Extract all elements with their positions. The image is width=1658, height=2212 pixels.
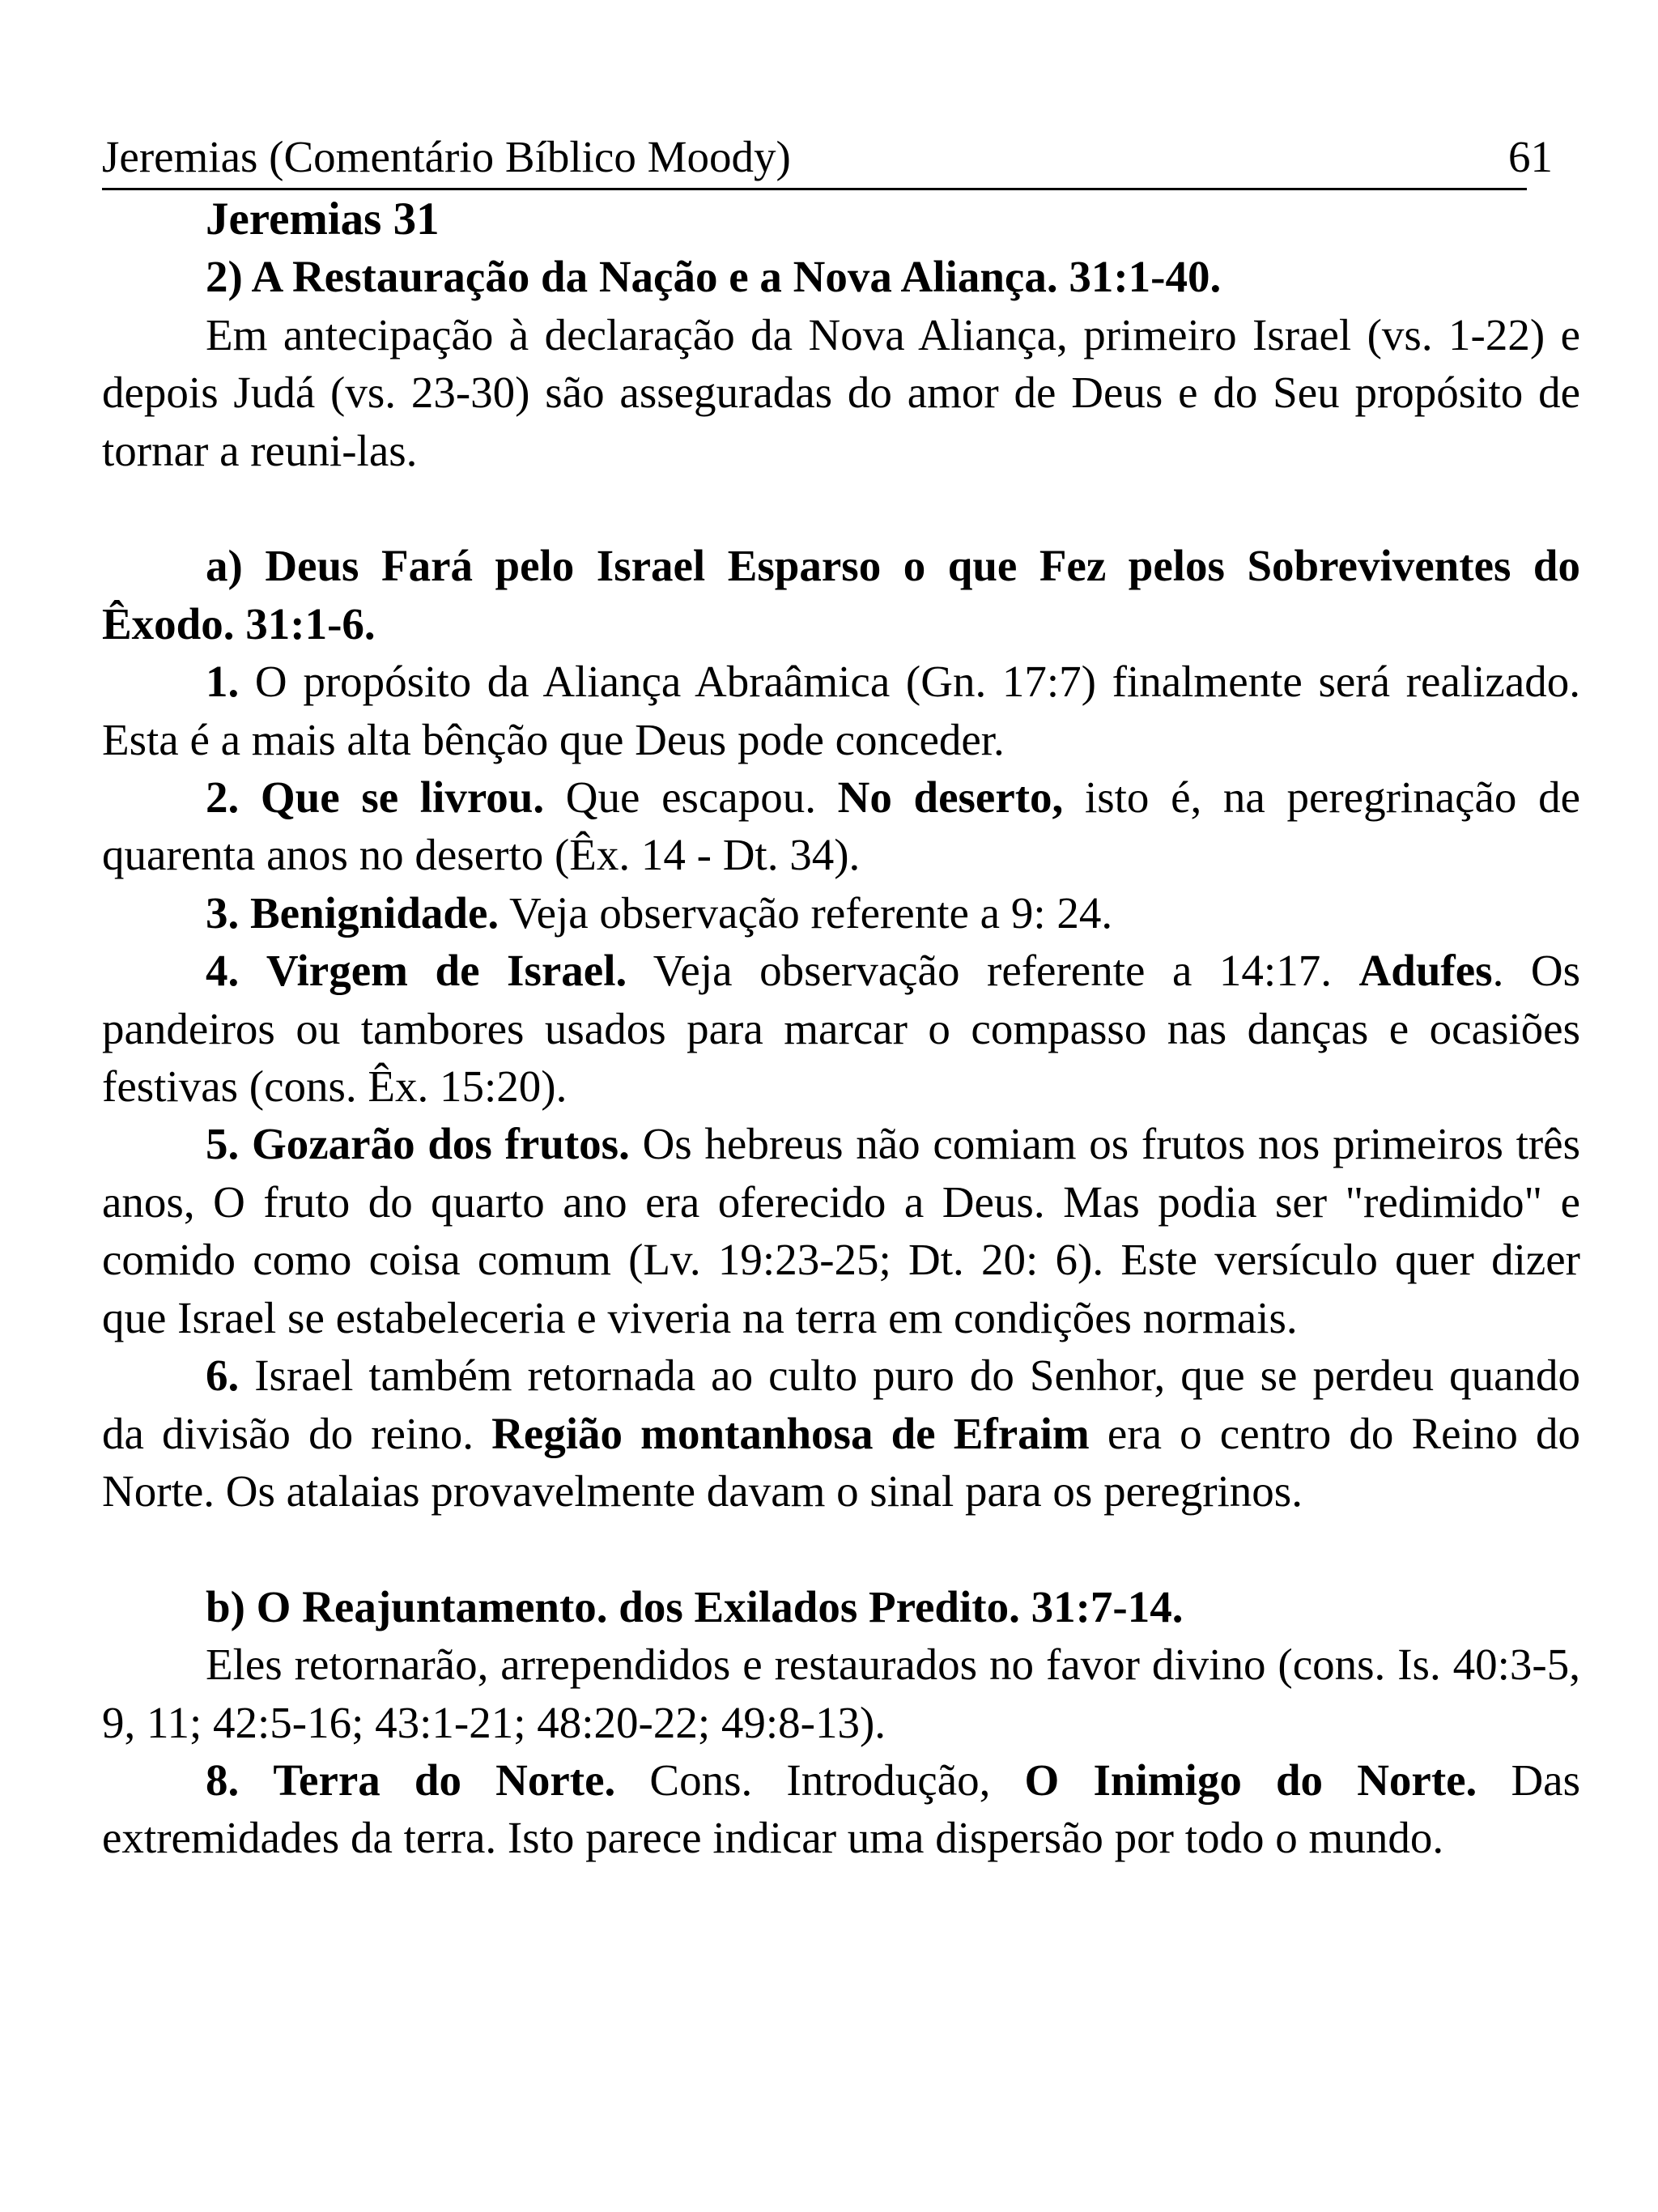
verse-1-number: 1. — [206, 657, 240, 707]
verse-4-text-2: . Os pandeiros ou tambores usados para marcar o compasso nas danças e ocasiões festivas (cons. Êx. 15:20). — [102, 946, 1581, 1112]
paragraph-spacer — [102, 1520, 1580, 1577]
verse-4-paragraph — [102, 942, 1580, 1115]
verse-5-term: Gozarão dos frutos. — [251, 1119, 630, 1169]
verse-8-paragraph — [102, 1751, 1580, 1867]
page-body — [102, 190, 1580, 1867]
verse-2-text-2: isto é, na peregrinação de quarenta anos no deserto (Êx. 14 - Dt. 34). — [102, 772, 1580, 880]
verse-4-term-1: Virgem de Israel. — [266, 946, 627, 996]
subsection-a-title: a) Deus Fará pelo Israel Esparso o que Fez pelos Sobreviventes do Êxodo. 31:1-6. — [102, 541, 1580, 649]
verse-2-term-1: Que se livrou. — [260, 772, 545, 823]
verse-8-number: 8. — [206, 1755, 240, 1805]
verse-3-text: Veja observação referente a 9: 24. — [499, 887, 1113, 938]
header-title: Jeremias (Comentário Bíblico Moody) — [102, 132, 791, 181]
verse-6-number: 6. — [206, 1351, 240, 1401]
paragraph-spacer — [102, 479, 1580, 537]
verse-3-paragraph — [102, 884, 1580, 942]
verse-8-term-2: O Inimigo do Norte. — [1024, 1755, 1477, 1805]
running-header — [102, 128, 1553, 190]
verse-6-text-2: era o centro do Reino do Norte. Os atalaias provavelmente davam o sinal para os peregrinos. — [102, 1408, 1581, 1516]
verse-2-paragraph — [102, 768, 1580, 884]
verse-1-paragraph — [102, 653, 1580, 768]
verse-2-number: 2. — [206, 772, 240, 823]
verse-4-text-1: Veja observação referente a 14:17. — [627, 946, 1359, 996]
verse-4-term-2: Adufes — [1358, 946, 1493, 996]
verse-8-text-2: Das extremidades da terra. Isto parece indicar uma dispersão por todo o mundo. — [102, 1755, 1580, 1863]
verse-6-text-1: Israel também retornada ao culto puro do Senhor, que se perdeu quando da divisão do reino. — [102, 1351, 1580, 1458]
verse-1-text: O propósito da Aliança Abraâmica (Gn. 17:7) finalmente será realizado. Esta é a mais alta bênção que Deus pode conceder. — [102, 657, 1580, 764]
verse-3-number: 3. — [206, 887, 240, 938]
verse-5-text: Os hebreus não comiam os frutos nos primeiros três anos, O fruto do quarto ano era oferecido a Deus. Mas podia ser "redimido" e comido como coisa comum (Lv. 19:23-25; Dt. 20: 6). Este versículo quer dizer que Israel se estabeleceria e viveria na terra em condições normais. — [102, 1119, 1580, 1342]
verse-5-paragraph — [102, 1115, 1580, 1346]
section-title: 2) A Restauração da Nação e a Nova Aliança. 31:1-40. — [206, 252, 1222, 302]
verse-2-text-1: Que escapou. — [544, 772, 838, 823]
subsection-b-intro: Eles retornarão, arrependidos e restaurados no favor divino (cons. Is. 40:3-5, 9, 11; 42:5-16; 43:1-21; 48:20-22; 49:8-13). — [102, 1640, 1580, 1747]
verse-8-term-1: Terra do Norte. — [273, 1755, 616, 1805]
page-number: 61 — [1508, 132, 1553, 181]
intro-paragraph: Em antecipação à declaração da Nova Aliança, primeiro Israel (vs. 1-22) e depois Judá (vs. 23-30) são asseguradas do amor de Deus e do Seu propósito de tornar a reuni-las. — [102, 309, 1580, 475]
verse-4-number: 4. — [206, 946, 240, 996]
verse-6-paragraph — [102, 1346, 1580, 1520]
subsection-b-title: b) O Reajuntamento. dos Exilados Predito. 31:7-14. — [206, 1581, 1184, 1631]
verse-8-text-1: Cons. Introdução, — [615, 1755, 1025, 1805]
verse-2-term-2: No deserto, — [837, 772, 1064, 823]
verse-5-number: 5. — [206, 1119, 240, 1169]
chapter-title: Jeremias 31 — [206, 194, 440, 245]
verse-6-term: Região montanhosa de Efraim — [491, 1408, 1090, 1458]
verse-3-term: Benignidade. — [250, 887, 500, 938]
document-page — [102, 128, 1580, 1867]
